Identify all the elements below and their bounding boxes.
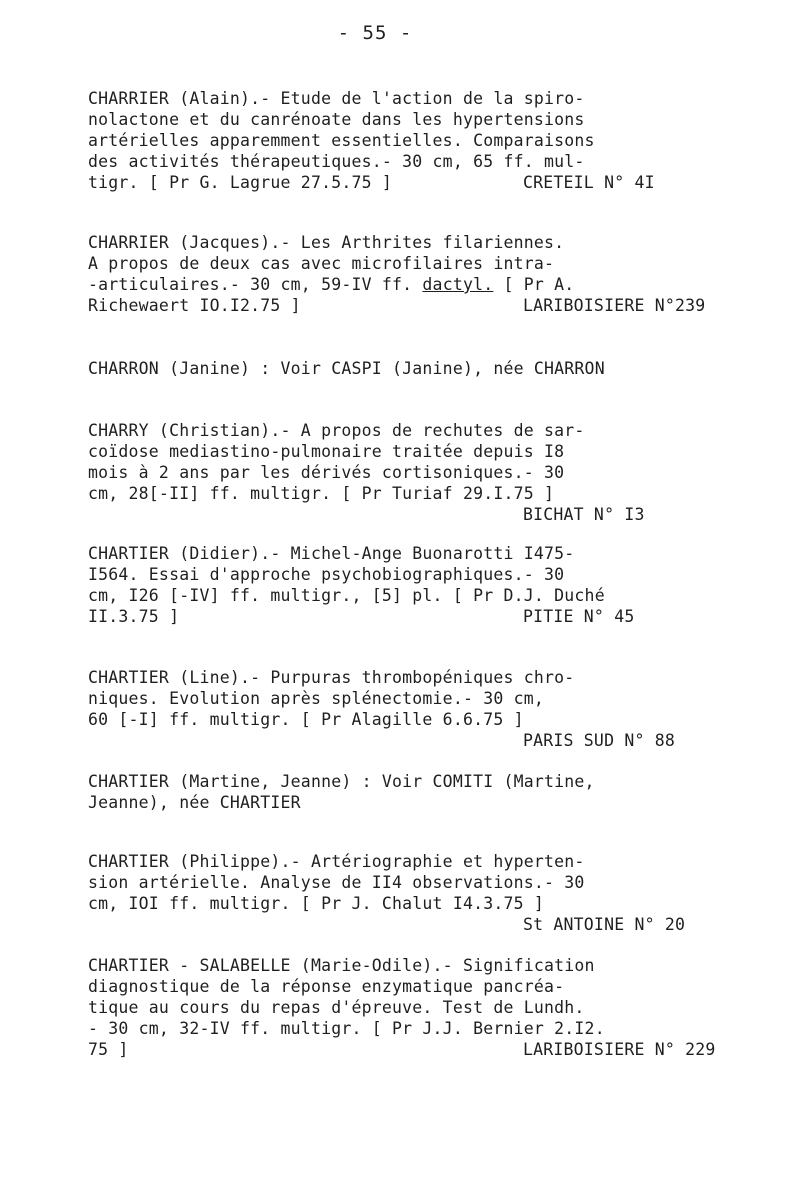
location-label: PARIS SUD N° 88	[523, 731, 676, 750]
entry-line: mois à 2 ans par les dérivés cortisoniques.- 30	[88, 463, 565, 482]
location-label: CRETEIL N° 4I	[523, 173, 655, 192]
entry-line: Richewaert IO.I2.75 ]	[88, 296, 301, 315]
entry-line: CHARTIER (Martine, Jeanne) : Voir COMITI (Martine,	[88, 772, 595, 791]
underlined-word: dactyl.	[422, 275, 494, 294]
entry-line: - 30 cm, 32-IV ff. multigr. [ Pr J.J. Bernier 2.I2.	[88, 1019, 605, 1038]
entry-line: sion artérielle. Analyse de II4 observations.- 30	[88, 873, 585, 892]
entry-line: CHARTIER (Didier).- Michel-Ange Buonarotti I475-	[88, 544, 575, 563]
entry-line: nolactone et du canrénoate dans les hypertensions	[88, 110, 585, 129]
entry-line: CHARTIER - SALABELLE (Marie-Odile).- Signification	[88, 956, 595, 975]
entry-line: coïdose mediastino-pulmonaire traitée depuis I8	[88, 442, 565, 461]
entry-line: CHARRON (Janine) : Voir CASPI (Janine), née CHARRON	[88, 359, 605, 378]
entry-chartier-salabelle	[88, 955, 728, 1060]
entry-line: niques. Evolution après splénectomie.- 30 cm,	[88, 689, 545, 708]
entry-line: tique au cours du repas d'épreuve. Test de Lundh.	[88, 998, 585, 1017]
entry-line: Jeanne), née CHARTIER	[88, 793, 301, 812]
entry-line: cm, I26 [-IV] ff. multigr., [5] pl. [ Pr D.J. Duché	[88, 586, 605, 605]
entry-line: CHARTIER (Philippe).- Artériographie et hyperten-	[88, 852, 585, 871]
entry-line: 60 [-I] ff. multigr. [ Pr Alagille 6.6.75 ]	[88, 710, 524, 729]
entry-line: I564. Essai d'approche psychobiographiques.- 30	[88, 565, 565, 584]
entry-line: des activités thérapeutiques.- 30 cm, 65 ff. mul-	[88, 152, 585, 171]
entry-line: artérielles apparemment essentielles. Comparaisons	[88, 131, 595, 150]
entry-charron-janine	[88, 358, 728, 379]
entry-chartier-line	[88, 667, 728, 750]
location-label: LARIBOISIERE N°239	[523, 296, 706, 315]
entry-line: tigr. [ Pr G. Lagrue 27.5.75 ]	[88, 173, 393, 192]
page-number: - 55 -	[337, 22, 413, 44]
entry-line: CHARRIER (Alain).- Etude de l'action de la spiro-	[88, 89, 585, 108]
location-label: BICHAT N° I3	[523, 505, 645, 524]
location-label: LARIBOISIERE N° 229	[523, 1040, 716, 1059]
entry-chartier-martine	[88, 771, 728, 813]
entry-charry-christian	[88, 420, 728, 524]
entry-charrier-alain	[88, 88, 728, 193]
entry-line-segment: [ Pr A.	[493, 275, 575, 294]
entry-line	[88, 274, 728, 295]
entry-charrier-jacques	[88, 232, 728, 316]
entry-line: cm, IOI ff. multigr. [ Pr J. Chalut I4.3.75 ]	[88, 894, 545, 913]
entry-line: diagnostique de la réponse enzymatique pancréa-	[88, 977, 565, 996]
entry-line: cm, 28[-II] ff. multigr. [ Pr Turiaf 29.I.75 ]	[88, 484, 555, 503]
entry-chartier-didier	[88, 543, 728, 627]
entry-line: CHARRY (Christian).- A propos de rechutes de sar-	[88, 421, 585, 440]
entry-line: 75 ]	[88, 1040, 129, 1059]
entry-line: II.3.75 ]	[88, 607, 180, 626]
entry-line: A propos de deux cas avec microfilaires intra-	[88, 254, 555, 273]
location-label: St ANTOINE N° 20	[523, 915, 686, 934]
location-label: PITIE N° 45	[523, 607, 635, 626]
entry-line: CHARTIER (Line).- Purpuras thrombopéniques chro-	[88, 668, 575, 687]
entry-line: CHARRIER (Jacques).- Les Arthrites filariennes.	[88, 233, 565, 252]
entry-chartier-philippe	[88, 851, 728, 934]
entry-line-segment: -articulaires.- 30 cm, 59-IV ff.	[88, 275, 423, 294]
